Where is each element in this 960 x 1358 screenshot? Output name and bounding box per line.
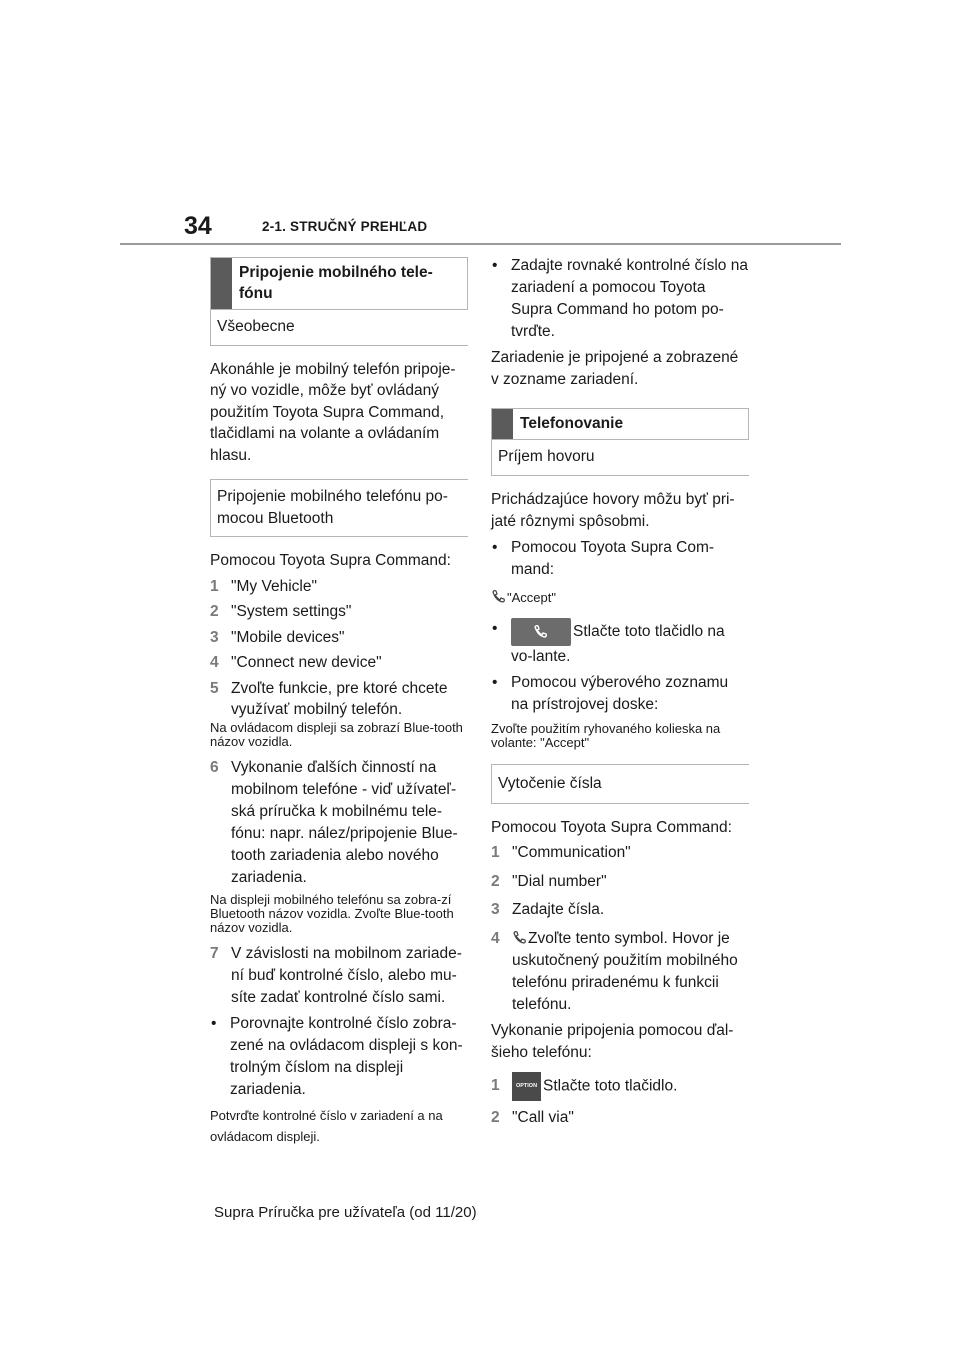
phone-icon xyxy=(491,589,507,603)
bullet-compare: • Porovnajte kontrolné číslo zobra-zené na ovládacom displeji s kon-trolným číslom na displeji zariadenia. xyxy=(211,1014,463,1098)
bullet-selection-list: • Pomocou výberového zoznamu na prístrojovej doske: xyxy=(492,674,729,713)
phone-icon xyxy=(512,930,528,944)
phone-button-icon xyxy=(511,618,571,646)
subheading-bluetooth: Pripojenie mobilného telefónu po-mocou Bluetooth xyxy=(210,479,468,537)
step-2: 2 "System settings" xyxy=(210,603,352,620)
note-phone-display: Na displeji mobilného telefónu sa zobra-zí Bluetooth názov vozidla. Zvoľte Blue-tooth názov vozidla. xyxy=(210,891,454,935)
incoming-text: Prichádzajúce hovory môžu byť pri-jaté rôznymi spôsobmi. xyxy=(491,490,735,530)
heading-bar xyxy=(492,409,513,439)
section-title: 2-1. STRUČNÝ PREHĽAD xyxy=(262,219,428,234)
other-phone-text: Vykonanie pripojenia pomocou ďal-šieho telefónu: xyxy=(491,1021,734,1061)
step-3: 3 "Mobile devices" xyxy=(210,628,345,646)
accept-line: "Accept" xyxy=(491,587,749,609)
heading-title: Pripojenie mobilného tele-fónu xyxy=(239,264,433,302)
heading-box-calls xyxy=(491,408,749,440)
option-step-2: 2 "Call via" xyxy=(491,1108,574,1126)
left-column xyxy=(210,257,468,1155)
heading-title-calls: Telefonovanie xyxy=(520,415,624,432)
step-5: 5 Zvoľte funkcie, pre ktoré chcete využívať mobilný telefón. xyxy=(210,679,448,718)
bullet-enter-code: • Zadajte rovnaké kontrolné číslo na zariadení a pomocou Toyota Supra Command ho potom po-tvrďte. xyxy=(492,257,748,340)
note-bluetooth-name: Na ovládacom displeji sa zobrazí Blue-tooth názov vozidla. xyxy=(210,719,463,749)
step-1: 1 "My Vehicle" xyxy=(210,577,317,595)
option-button-icon: OPTION xyxy=(512,1072,541,1101)
dial-step-2: 2 "Dial number" xyxy=(491,872,607,890)
bullet-wheel-button: • Stlačte toto tlačidlo na vo-lante. xyxy=(492,620,725,665)
step-4: 4 "Connect new device" xyxy=(210,654,382,671)
right-column xyxy=(491,255,749,1132)
dial-via-command: Pomocou Toyota Supra Command: xyxy=(491,818,732,836)
via-command: Pomocou Toyota Supra Command: xyxy=(210,552,451,569)
dial-step-3: 3 Zadajte čísla. xyxy=(491,901,605,918)
subheading-receive-call: Príjem hovoru xyxy=(491,440,749,476)
footer-text: Supra Príručka pre užívateľa (od 11/20) xyxy=(214,1204,477,1221)
bullet-via-command: • Pomocou Toyota Supra Com-mand: xyxy=(492,538,715,578)
page-number: 34 xyxy=(184,212,212,240)
step-7: 7 V závislosti na mobilnom zariade-ní buď kontrolné číslo, alebo mu-síte zadať kontrolné číslo sami. xyxy=(210,944,462,1006)
note-confirm: Potvrďte kontrolné číslo v zariadení a na ovládacom displeji. xyxy=(210,1107,443,1144)
option-step-1: 1 OPTION Stlačte toto tlačidlo. xyxy=(491,1072,749,1101)
note-wheel: Zvoľte použitím ryhovaného kolieska na volante: "Accept" xyxy=(491,721,721,750)
header-rule xyxy=(120,243,841,245)
subheading-dial: Vytočenie čísla xyxy=(491,764,749,804)
heading-bar xyxy=(211,258,232,309)
subheading-general: Všeobecne xyxy=(210,310,468,346)
heading-box xyxy=(210,257,468,310)
dial-step-1: 1 "Communication" xyxy=(491,844,631,861)
dial-step-4: 4 Zvoľte tento symbol. Hovor je uskutočnený použitím mobilného telefónu priradenému k funkcii telefónu. xyxy=(491,929,738,1013)
connected-text: Zariadenie je pripojené a zobrazené v zozname zariadení. xyxy=(491,349,739,388)
step-6: 6 Vykonanie ďalších činností na mobilnom telefóne - viď užívateľ-ská príručka k mobilnému tele-fónu: napr. nález/pripojenie Blue-tooth zariadenia alebo nového zariadenia. xyxy=(210,758,458,886)
intro-text: Akonáhle je mobilný telefón pripoje-ný vo vozidle, môže byť ovládaný použitím Toyota Supra Command, tlačidlami na volante a ovládaním hlasu. xyxy=(210,360,456,464)
